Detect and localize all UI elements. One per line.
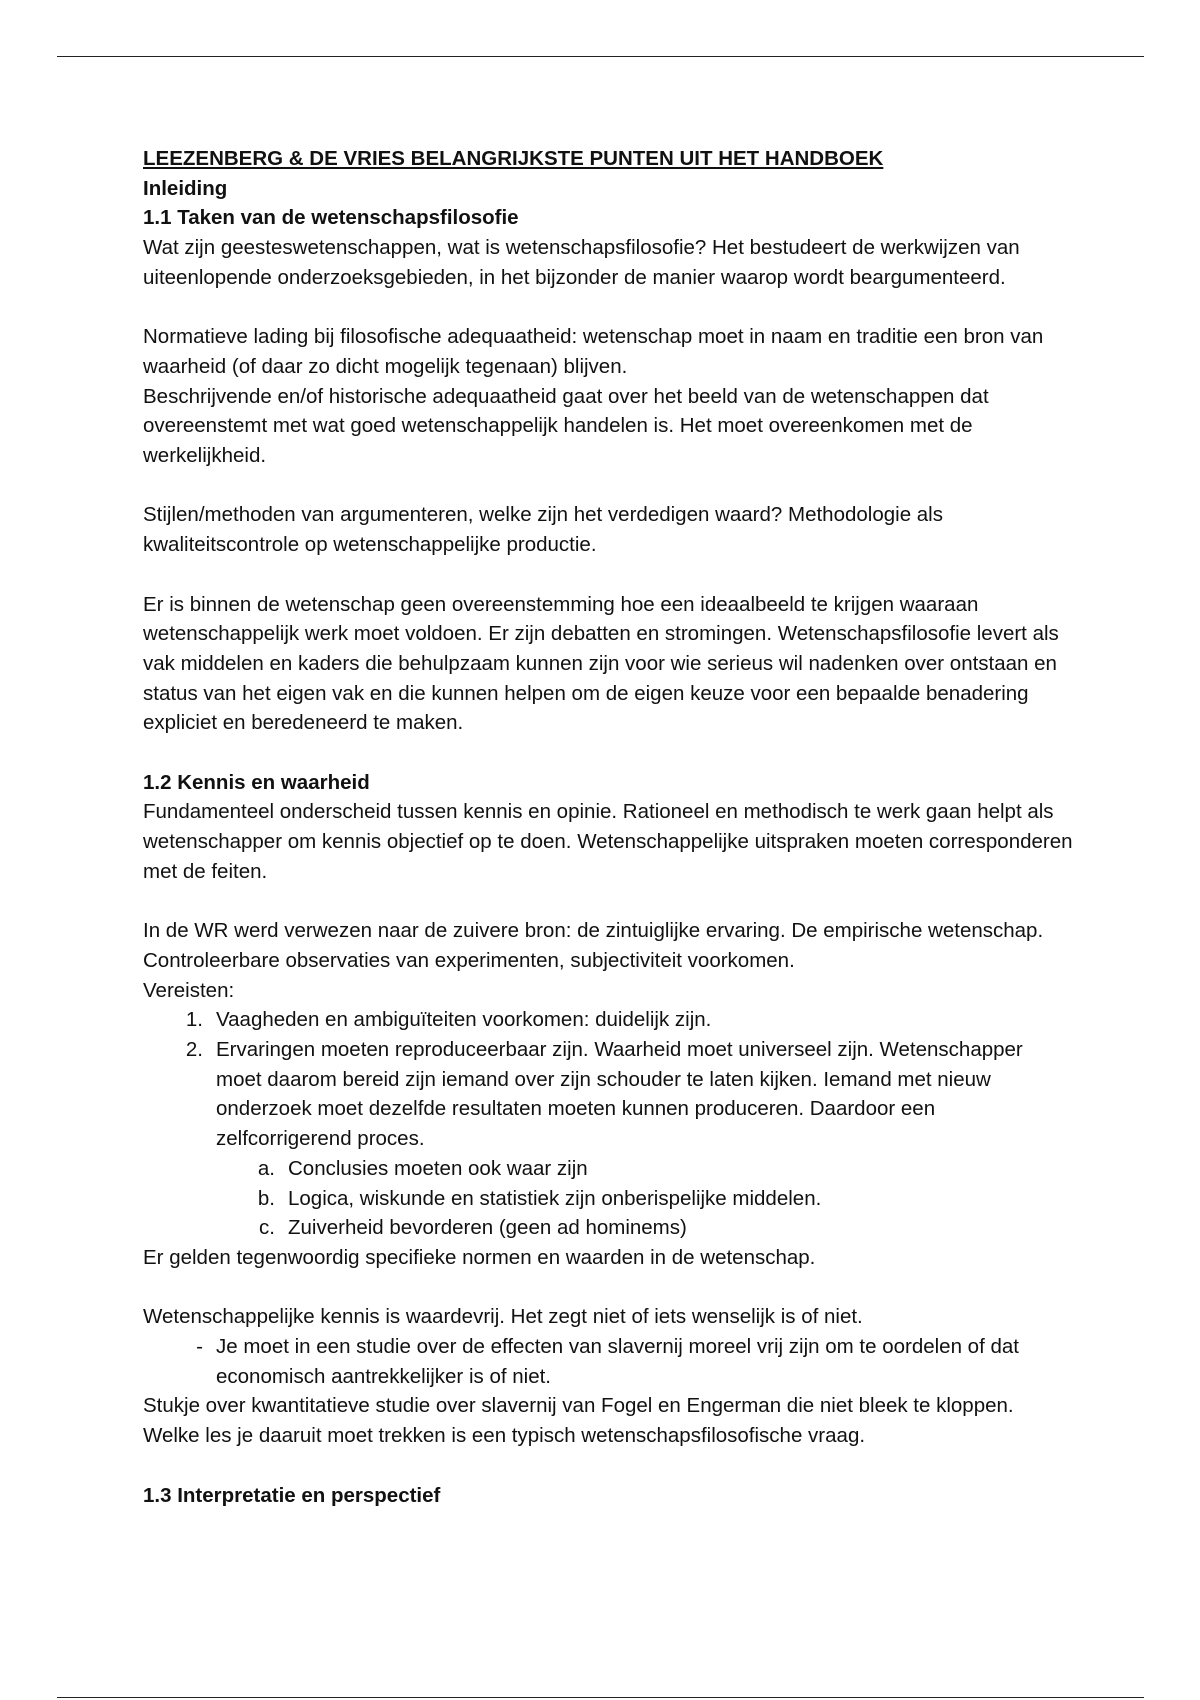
heading-1-1: 1.1 Taken van de wetenschapsfilosofie	[143, 206, 519, 230]
list-item: 1. Vaagheden en ambiguïteiten voorkomen: duidelijk zijn.	[185, 1008, 712, 1032]
list-item: - Je moet in een studie over de effecten van slavernij moreel vrij zijn om te oordelen of dat economisch aantrekkelijker is of niet.	[196, 1335, 1019, 1388]
paragraph: Vereisten:	[143, 978, 235, 1002]
heading-1-3: 1.3 Interpretatie en perspectief	[143, 1483, 441, 1507]
paragraph: Er is binnen de wetenschap geen overeenstemming hoe een ideaalbeeld te krijgen waaraan wetenschappelijk werk moet voldoen. Er zijn debatten en stromingen. Wetenschapsfilosofie levert als vak middelen en kaders die behulpzaam kunnen zijn voor wie serieus wil nadenken over ontstaan en status van het eigen vak en die kunnen helpen om de eigen keuze voor een bepaalde benadering expliciet en beredeneerd te maken.	[143, 592, 1059, 735]
lettered-list	[143, 1154, 1073, 1243]
paragraph: Normatieve lading bij filosofische adequaatheid: wetenschap moet in naam en traditie een bron van waarheid (of daar zo dicht mogelijk tegenaan) blijven.	[143, 325, 1044, 378]
paragraph: Er gelden tegenwoordig specifieke normen en waarden in de wetenschap.	[143, 1245, 816, 1269]
paragraph: Beschrijvende en/of historische adequaatheid gaat over het beeld van de wetenschappen dat overeenstemt met wat goed wetenschappelijk handelen is. Het moet overeenkomen met de werkelijkheid.	[143, 384, 989, 468]
header-rule	[57, 56, 1144, 57]
paragraph: Fundamenteel onderscheid tussen kennis en opinie. Rationeel en methodisch te werk gaan helpt als wetenschapper om kennis objectief op te doen. Wetenschappelijke uitspraken moeten corresponderen met de feiten.	[143, 800, 1073, 883]
list-item: 2. Ervaringen moeten reproduceerbaar zijn. Waarheid moet universeel zijn. Wetenschapper moet daarom bereid zijn iemand over zijn schouder te laten kijken. Iemand met nieuw onderzoek moet dezelfde resultaten moeten kunnen produceren. Daardoor een zelfcorrigerend proces.	[185, 1038, 1023, 1151]
heading-1-2: 1.2 Kennis en waarheid	[143, 770, 370, 794]
paragraph: Stijlen/methoden van argumenteren, welke zijn het verdedigen waard? Methodologie als kwaliteitscontrole op wetenschappelijke productie.	[143, 503, 943, 557]
footer-rule	[57, 1697, 1144, 1698]
numbered-list	[143, 1005, 1073, 1154]
paragraph: Wetenschappelijke kennis is waardevrij. Het zegt niet of iets wenselijk is of niet.	[143, 1305, 863, 1329]
list-item: a. Conclusies moeten ook waar zijn	[257, 1156, 588, 1180]
list-item: c. Zuiverheid bevorderen (geen ad hominems)	[259, 1216, 687, 1240]
list-item: b. Logica, wiskunde en statistiek zijn onberispelijke middelen.	[257, 1186, 822, 1210]
document-page	[143, 144, 1073, 1510]
document-title: LEEZENBERG & DE VRIES BELANGRIJKSTE PUNTEN UIT HET HANDBOEK	[143, 147, 884, 170]
paragraph: In de WR werd verwezen naar de zuivere bron: de zintuiglijke ervaring. De empirische wetenschap. Controleerbare observaties van experimenten, subjectiviteit voorkomen.	[143, 919, 1044, 972]
heading-inleiding: Inleiding	[143, 176, 228, 200]
paragraph: Wat zijn geesteswetenschappen, wat is wetenschapsfilosofie? Het bestudeert de werkwijzen van uiteenlopende onderzoeksgebieden, in het bijzonder de manier waarop wordt beargumenteerd.	[143, 236, 1020, 289]
dash-list	[143, 1332, 1073, 1391]
paragraph: Stukje over kwantitatieve studie over slavernij van Fogel en Engerman die niet bleek te kloppen. Welke les je daaruit moet trekken is een typisch wetenschapsfilosofische vraag.	[143, 1394, 1014, 1448]
